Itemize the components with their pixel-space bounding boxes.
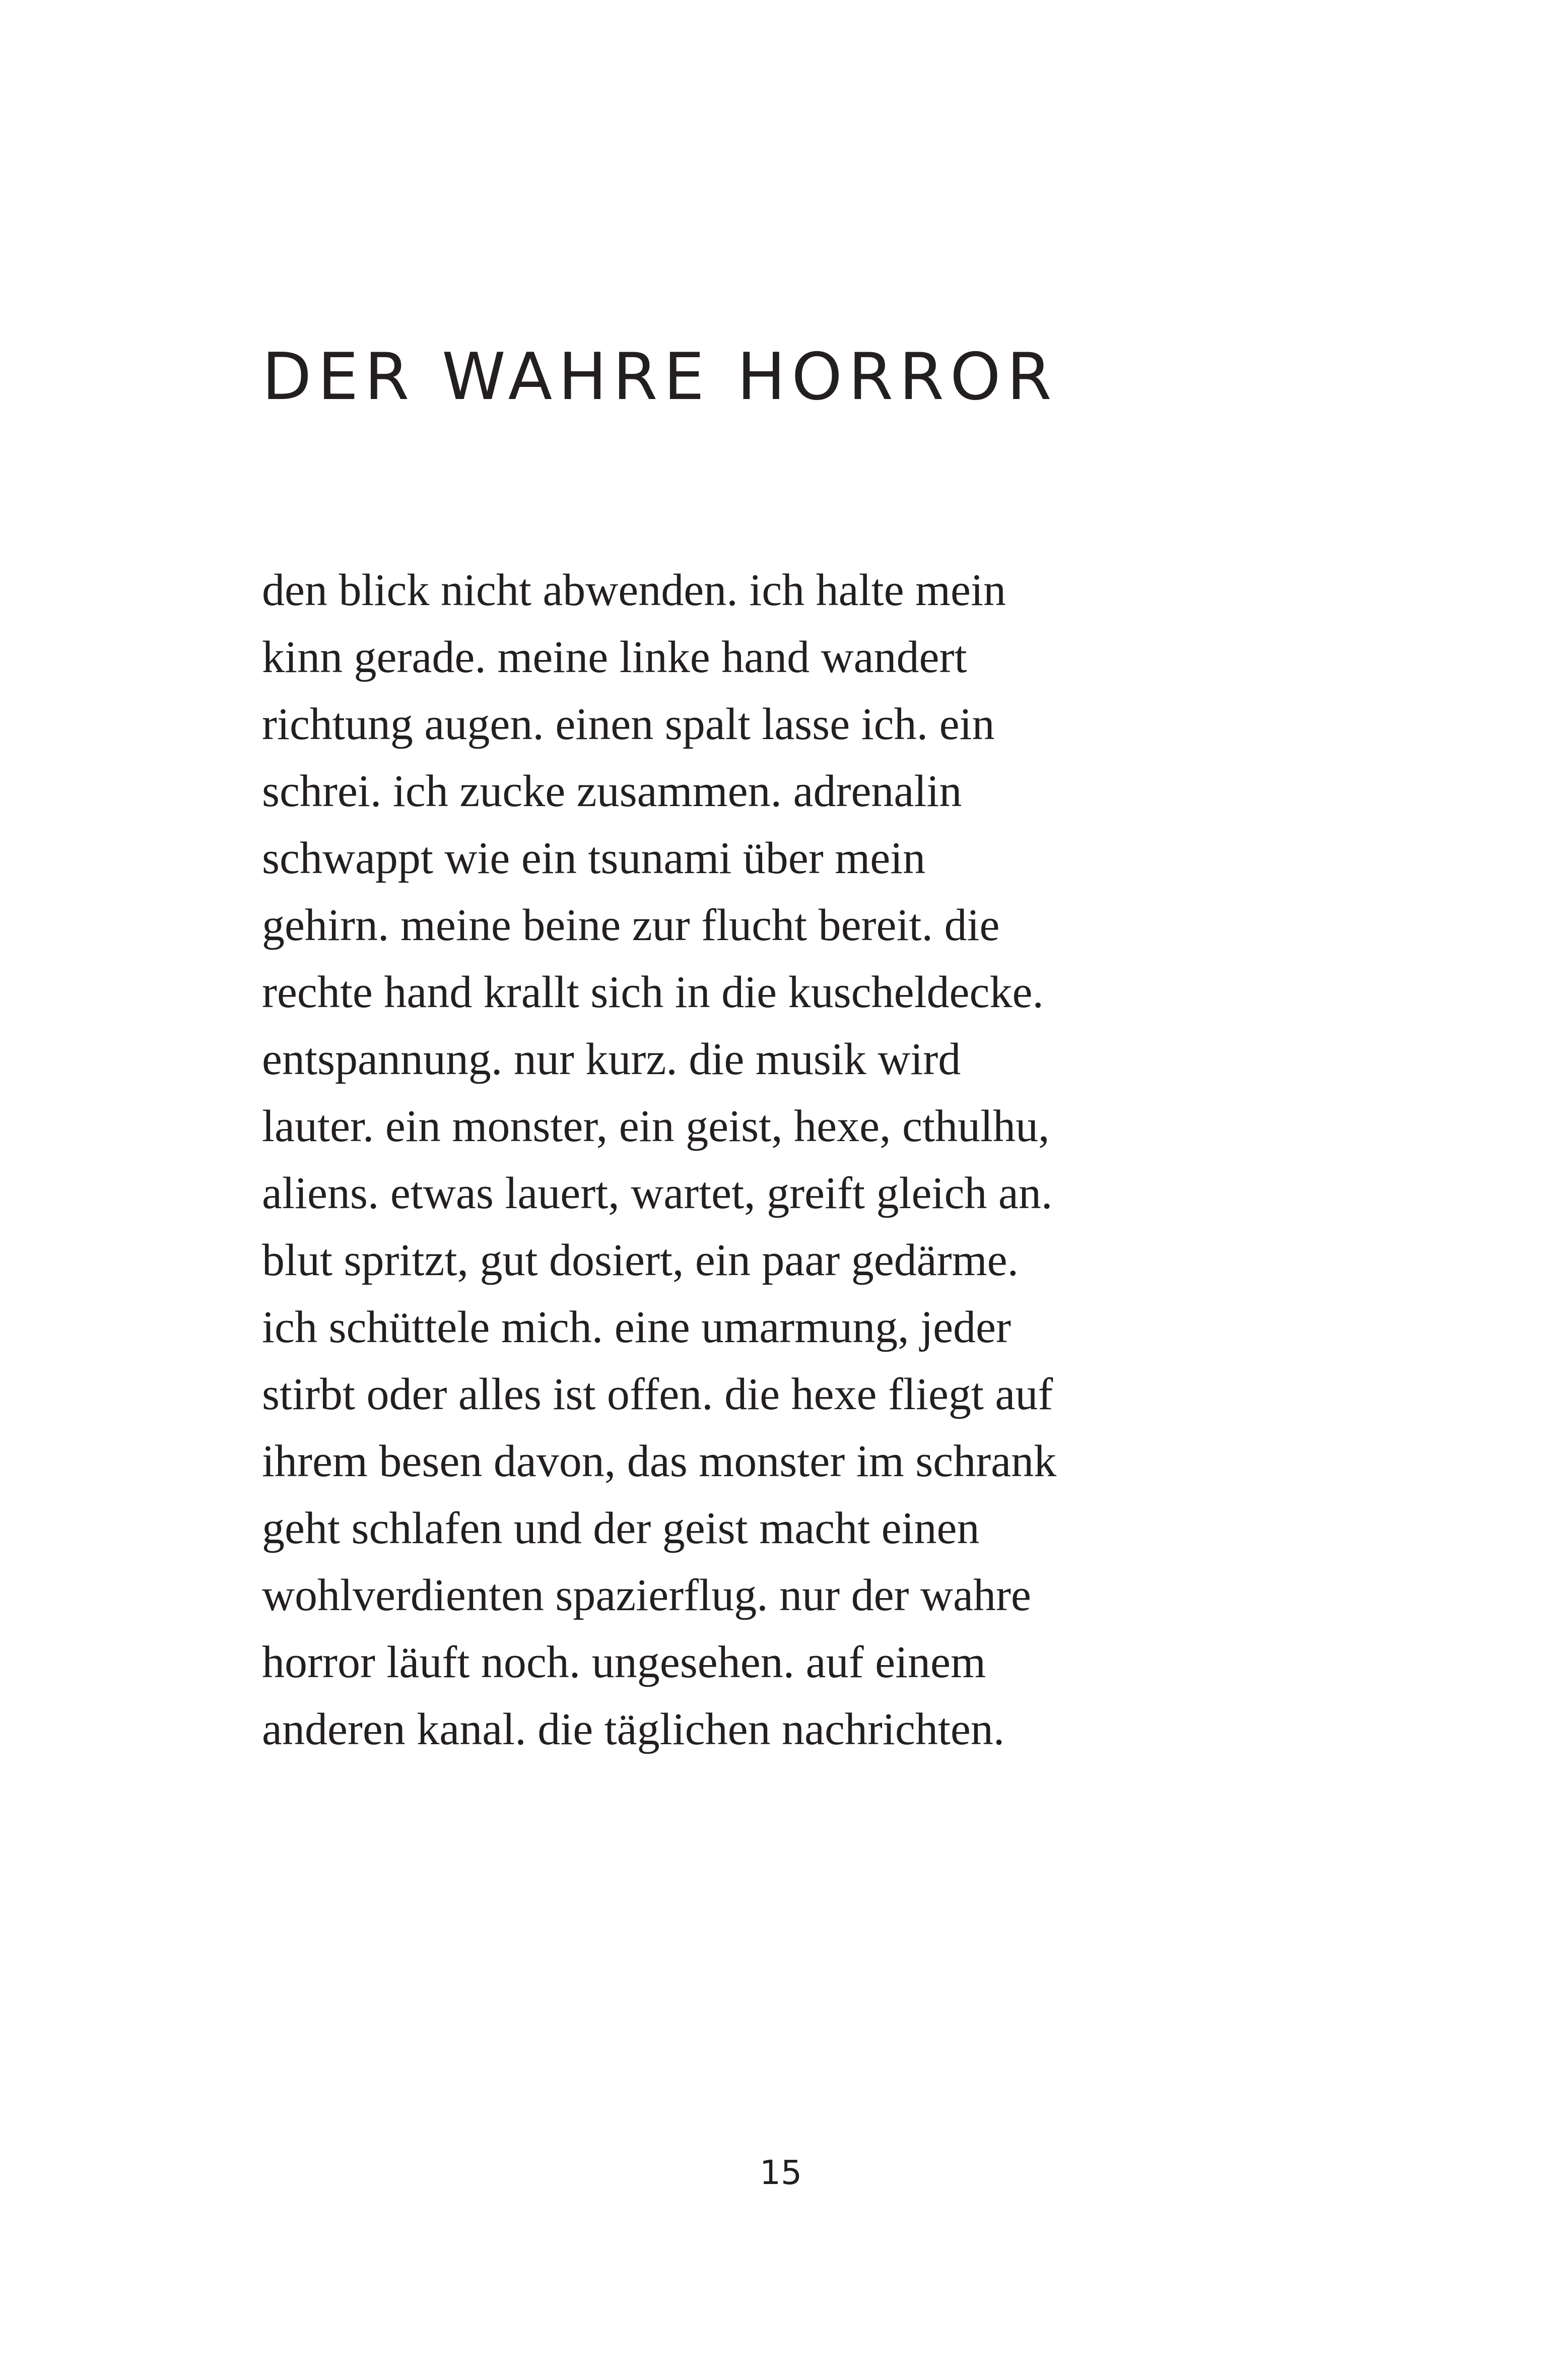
body-line: schrei. ich zucke zusammen. adrenalin [262,766,962,816]
body-line: geht schlafen und der geist macht einen [262,1503,980,1553]
page-number: 15 [760,2153,802,2192]
body-line: richtung augen. einen spalt lasse ich. ein [262,699,995,749]
body-line: schwappt wie ein tsunami über mein [262,833,926,883]
body-line: rechte hand krallt sich in die kuscheldecke. [262,967,1044,1017]
body-line: ihrem besen davon, das monster im schrank [262,1436,1057,1486]
body-line: lauter. ein monster, ein geist, hexe, cthulhu, [262,1101,1050,1151]
body-line: wohlverdienten spazierflug. nur der wahre [262,1570,1031,1620]
body-text [262,557,1320,1763]
body-line: blut spritzt, gut dosiert, ein paar gedärme. [262,1235,1019,1285]
chapter-title: DER WAHRE HORROR [262,340,1058,415]
body-line: anderen kanal. die täglichen nachrichten. [262,1704,1005,1754]
body-line: gehirn. meine beine zur flucht bereit. die [262,900,1000,950]
body-line: ich schüttele mich. eine umarmung, jeder [262,1302,1011,1352]
body-line: aliens. etwas lauert, wartet, greift gleich an. [262,1168,1053,1218]
body-line: stirbt oder alles ist offen. die hexe fliegt auf [262,1369,1053,1419]
body-line: entspannung. nur kurz. die musik wird [262,1034,961,1084]
body-line: horror läuft noch. ungesehen. auf einem [262,1637,986,1687]
body-line: kinn gerade. meine linke hand wandert [262,632,967,682]
body-line: den blick nicht abwenden. ich halte mein [262,565,1006,615]
